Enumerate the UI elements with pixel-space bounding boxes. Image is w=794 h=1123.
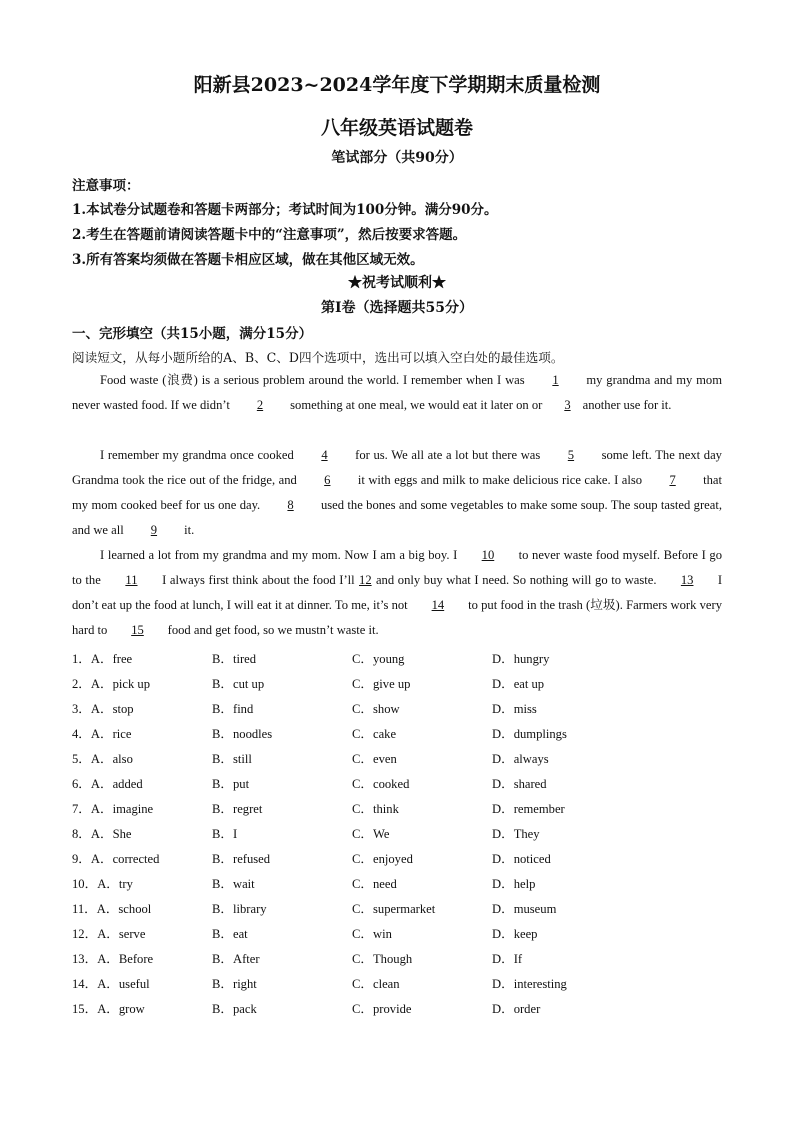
option-c: C．cake (352, 727, 397, 741)
option-d: D．miss (492, 702, 537, 716)
option-a: 4．A．rice (72, 727, 132, 741)
option-a: 12．A．serve (72, 927, 146, 941)
option-d: D．always (492, 752, 549, 766)
option-row (72, 798, 772, 823)
option-a: 15．A．grow (72, 1002, 145, 1016)
option-b: B．find (212, 702, 254, 716)
passage-paragraph-3 (72, 543, 722, 643)
blank-11: 11 (125, 573, 138, 587)
option-b: B．put (212, 777, 250, 791)
notice-item-3: 3.所有答案均须做在答题卡相应区域，做在其他区域无效。 (72, 252, 424, 268)
option-d: D．keep (492, 927, 538, 941)
blank-1: 1 (552, 373, 559, 387)
option-row (72, 923, 772, 948)
passage-paragraph-1 (72, 368, 722, 418)
option-row (72, 648, 772, 673)
blank-10: 10 (481, 548, 495, 562)
passage-text: another use for it. (582, 398, 672, 412)
option-d: D．dumplings (492, 727, 567, 741)
option-c: C．give up (352, 677, 411, 691)
blank-5: 5 (567, 448, 575, 462)
blank-6: 6 (324, 473, 331, 487)
option-row (72, 998, 772, 1023)
passage-text: something at one meal, we would eat it later on or (290, 398, 543, 412)
option-b: B．refused (212, 852, 271, 866)
blank-13: 13 (680, 573, 694, 587)
option-d: D．help (492, 877, 536, 891)
passage-text: I learned a lot from my grandma and my mom. Now I am a big boy. I (100, 548, 458, 562)
passage-text: it with eggs and milk to make delicious rice cake. I also (357, 473, 643, 487)
blank-3: 3 (564, 398, 571, 412)
blank-9: 9 (150, 523, 158, 537)
blank-14: 14 (431, 598, 445, 612)
passage-text: it. (184, 523, 195, 537)
option-c: C．provide (352, 1002, 412, 1016)
option-b: B．library (212, 902, 267, 916)
option-c: C．even (352, 752, 397, 766)
passage-text: to put food in the trash (垃圾). Farmers work very hard to (72, 598, 722, 637)
volume-heading: 第Ⅰ卷（选择题共55分） (320, 300, 474, 316)
option-row (72, 848, 772, 873)
notice-item-1: 1.本试卷分试题卷和答题卡两部分；考试时间为100分钟。满分90分。 (72, 202, 498, 218)
option-b: B．eat (212, 927, 248, 941)
blank-2: 2 (256, 398, 264, 412)
option-b: B．After (212, 952, 260, 966)
option-a: 1．A．free (72, 652, 133, 666)
option-row (72, 973, 772, 998)
option-c: C．Though (352, 952, 413, 966)
exam-subtitle: 八年级英语试题卷 (320, 117, 473, 139)
option-a: 8．A．She (72, 827, 132, 841)
blank-12: 12 (359, 573, 372, 587)
option-d: D．noticed (492, 852, 551, 866)
option-c: C．clean (352, 977, 400, 991)
option-c: C．supermarket (352, 902, 436, 916)
option-d: D．hungry (492, 652, 550, 666)
option-b: B．pack (212, 1002, 257, 1016)
option-row (72, 898, 772, 923)
option-d: D．They (492, 827, 540, 841)
passage-text: for us. We all ate a lot but there was (355, 448, 541, 462)
passage-paragraph-2 (72, 443, 722, 543)
option-b: B．regret (212, 802, 263, 816)
passage-text: food and get food, so we mustn’t waste it. (167, 623, 379, 637)
option-a: 3．A．stop (72, 702, 134, 716)
passage-text: some left. The next day Grandma took the rice out of the fridge, and (72, 448, 722, 487)
blank-15: 15 (131, 623, 144, 637)
option-c: C．think (352, 802, 399, 816)
option-c: C．cooked (352, 777, 410, 791)
option-b: B．right (212, 977, 257, 991)
option-a: 13．A．Before (72, 952, 154, 966)
option-d: D．interesting (492, 977, 567, 991)
option-c: C．show (352, 702, 400, 716)
option-c: C．We (352, 827, 390, 841)
option-c: C．young (352, 652, 405, 666)
option-a: 2．A．pick up (72, 677, 151, 691)
option-c: C．win (352, 927, 392, 941)
option-b: B．I (212, 827, 238, 841)
option-d: D．remember (492, 802, 565, 816)
notice-heading: 注意事项： (72, 178, 140, 194)
option-row (72, 723, 772, 748)
passage-text: used the bones and some vegetables to make some soup. The soup tasted great, and we all (72, 498, 722, 537)
option-a: 14．A．useful (72, 977, 150, 991)
option-d: D．If (492, 952, 523, 966)
option-d: D．shared (492, 777, 547, 791)
option-a: 10．A．try (72, 877, 133, 891)
option-a: 11．A．school (72, 902, 152, 916)
blank-4: 4 (321, 448, 328, 462)
option-b: B．noodles (212, 727, 273, 741)
option-b: B．wait (212, 877, 255, 891)
option-d: D．eat up (492, 677, 545, 691)
passage-text: I don’t eat up the food at lunch, I will eat it at dinner. To me, it’s not (72, 573, 723, 612)
option-a: 5．A．also (72, 752, 133, 766)
option-row (72, 698, 772, 723)
passage-text: I remember my grandma once cooked (100, 448, 294, 462)
passage-text: and only buy what I need. So nothing will go to waste. (375, 573, 657, 587)
passage-text: that my mom cooked beef for us one day. (72, 473, 722, 512)
part1-instruction: 阅读短文，从每小题所给的A、B、C、D四个选项中，选出可以填入空白处的最佳选项。 (72, 350, 564, 365)
option-row (72, 673, 772, 698)
exam-title: 阳新县2023~2024学年度下学期期末质量检测 (193, 74, 601, 96)
option-row (72, 948, 772, 973)
blank-8: 8 (287, 498, 294, 512)
option-d: D．museum (492, 902, 557, 916)
option-c: C．enjoyed (352, 852, 413, 866)
good-luck-line: ★祝考试顺利★ (348, 275, 446, 291)
option-a: 9．A．corrected (72, 852, 160, 866)
option-c: C．need (352, 877, 397, 891)
option-b: B．still (212, 752, 252, 766)
option-b: B．tired (212, 652, 257, 666)
passage-text: Food waste (浪费) is a serious problem around the world. I remember when I was (100, 373, 525, 387)
blank-7: 7 (669, 473, 676, 487)
passage-text: I always first think about the food I’ll (162, 573, 355, 587)
part1-heading: 一、完形填空（共15小题，满分15分） (72, 326, 313, 342)
section-note: 笔试部分（共90分） (331, 150, 463, 166)
option-row (72, 748, 772, 773)
option-a: 7．A．imagine (72, 802, 154, 816)
option-row (72, 873, 772, 898)
option-row (72, 773, 772, 798)
passage-text: my grandma and my mom never wasted food. If we didn’t (72, 373, 723, 412)
option-b: B．cut up (212, 677, 265, 691)
option-a: 6．A．added (72, 777, 143, 791)
notice-item-2: 2.考生在答题前请阅读答题卡中的“注意事项”，然后按要求答题。 (72, 227, 467, 243)
option-d: D．order (492, 1002, 541, 1016)
passage-text: to never waste food myself. Before I go to the (72, 548, 722, 587)
option-row (72, 823, 772, 848)
